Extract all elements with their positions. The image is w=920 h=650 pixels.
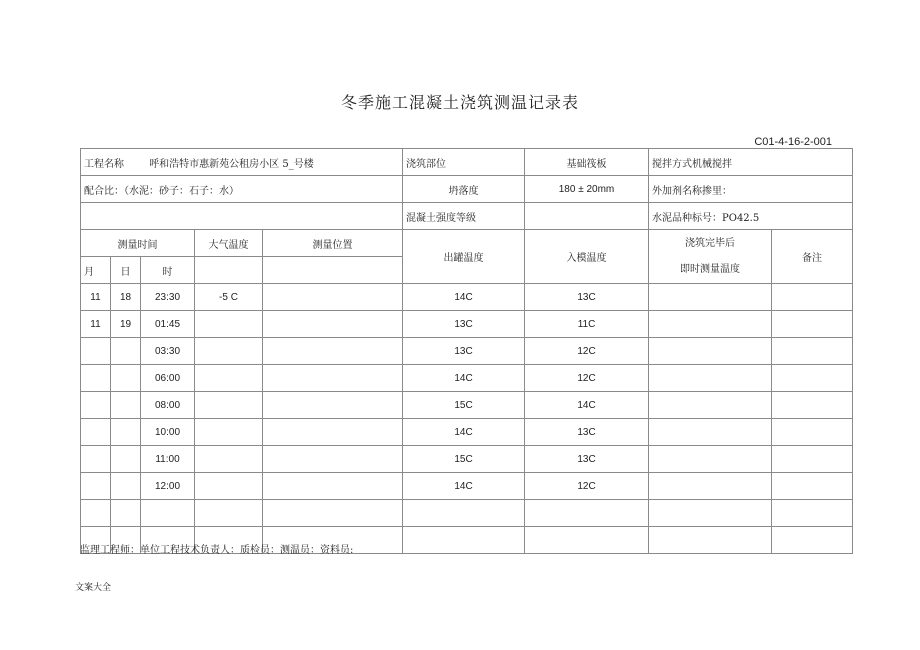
mold-temp-header: 入模温度 xyxy=(525,230,649,284)
after-pour-cell xyxy=(649,500,772,527)
position-cell xyxy=(263,311,403,338)
remarks-cell xyxy=(772,338,853,365)
mold-temp-cell: 13C xyxy=(525,419,649,446)
table-row xyxy=(81,365,853,392)
day-cell xyxy=(111,338,141,365)
time-cell: 11:00 xyxy=(141,446,195,473)
air-temp-cell xyxy=(195,311,263,338)
time-cell: 23:30 xyxy=(141,284,195,311)
position-cell xyxy=(263,365,403,392)
document-code: C01-4-16-2-001 xyxy=(754,136,832,148)
after-pour-cell xyxy=(649,311,772,338)
out-temp-cell: 14C xyxy=(403,473,525,500)
month-cell xyxy=(81,419,111,446)
remarks-cell xyxy=(772,392,853,419)
time-cell: 03:30 xyxy=(141,338,195,365)
strength-value xyxy=(525,203,649,230)
measure-time-header: 测量时间 xyxy=(81,230,195,257)
out-temp-cell xyxy=(403,500,525,527)
temperature-record-table xyxy=(80,148,853,554)
out-temp-cell: 14C xyxy=(403,365,525,392)
after-pour-cell xyxy=(649,446,772,473)
table-row xyxy=(81,473,853,500)
remarks-cell xyxy=(772,473,853,500)
position-cell xyxy=(263,419,403,446)
day-cell xyxy=(111,392,141,419)
air-temp-cell xyxy=(195,392,263,419)
cement-grade: 水泥品种标号：PO42.5 xyxy=(649,203,853,230)
out-temp-cell: 14C xyxy=(403,284,525,311)
after-pour-cell xyxy=(649,473,772,500)
air-temp-cell xyxy=(195,338,263,365)
pour-part-value: 基础筏板 xyxy=(525,149,649,176)
remarks-cell xyxy=(772,527,853,554)
time-cell: 10:00 xyxy=(141,419,195,446)
after-pour-header-line2: 即时测量温度 xyxy=(680,263,741,275)
after-pour-cell xyxy=(649,419,772,446)
footer-text: 文案大全 xyxy=(75,583,112,593)
slump-label: 坍落度 xyxy=(403,176,525,203)
out-temp-cell: 15C xyxy=(403,446,525,473)
day-cell xyxy=(111,473,141,500)
day-cell: 19 xyxy=(111,311,141,338)
position-cell xyxy=(263,473,403,500)
remarks-cell xyxy=(772,446,853,473)
mold-temp-cell: 14C xyxy=(525,392,649,419)
mold-temp-cell: 12C xyxy=(525,473,649,500)
air-temp-sub-blank xyxy=(195,257,263,284)
document-title: 冬季施工混凝土浇筑测温记录表 xyxy=(340,93,579,112)
month-cell: 11 xyxy=(81,284,111,311)
time-cell: 08:00 xyxy=(141,392,195,419)
after-pour-header-line1: 浇筑完毕后 xyxy=(685,237,736,249)
air-temp-cell xyxy=(195,365,263,392)
out-temp-cell: 13C xyxy=(403,311,525,338)
position-cell xyxy=(263,446,403,473)
table-row xyxy=(81,338,853,365)
month-cell xyxy=(81,500,111,527)
position-cell xyxy=(263,338,403,365)
day-cell: 18 xyxy=(111,284,141,311)
hour-header: 时 xyxy=(141,257,195,284)
mold-temp-cell: 12C xyxy=(525,365,649,392)
out-temp-cell: 15C xyxy=(403,392,525,419)
table-row xyxy=(81,284,853,311)
month-cell xyxy=(81,473,111,500)
mold-temp-cell xyxy=(525,527,649,554)
time-cell xyxy=(141,500,195,527)
air-temp-cell: -5 C xyxy=(195,284,263,311)
month-cell xyxy=(81,392,111,419)
month-header: 月 xyxy=(81,257,111,284)
remarks-header: 备注 xyxy=(772,230,853,284)
project-name-cell xyxy=(81,149,403,176)
day-cell xyxy=(111,446,141,473)
project-name-label: 工程名称 xyxy=(84,158,124,170)
slump-value: 180 ± 20mm xyxy=(525,176,649,203)
mold-temp-cell: 11C xyxy=(525,311,649,338)
after-pour-cell xyxy=(649,284,772,311)
table-row xyxy=(81,419,853,446)
month-cell xyxy=(81,338,111,365)
table-row xyxy=(81,446,853,473)
out-temp-cell: 14C xyxy=(403,419,525,446)
air-temp-cell xyxy=(195,446,263,473)
time-cell: 12:00 xyxy=(141,473,195,500)
month-cell xyxy=(81,365,111,392)
table-row xyxy=(81,392,853,419)
time-cell: 01:45 xyxy=(141,311,195,338)
after-pour-cell xyxy=(649,527,772,554)
air-temp-cell xyxy=(195,500,263,527)
table-row xyxy=(81,311,853,338)
day-cell xyxy=(111,419,141,446)
mix-ratio: 配合比：（水泥：砂子：石子：水） xyxy=(81,176,403,203)
strength-label: 混凝土强度等级 xyxy=(403,203,525,230)
day-cell xyxy=(111,365,141,392)
position-cell xyxy=(263,284,403,311)
air-temp-header: 大气温度 xyxy=(195,230,263,257)
day-header: 日 xyxy=(111,257,141,284)
position-sub-blank xyxy=(263,257,403,284)
after-pour-cell xyxy=(649,338,772,365)
air-temp-cell xyxy=(195,419,263,446)
mold-temp-cell: 12C xyxy=(525,338,649,365)
remarks-cell xyxy=(772,419,853,446)
position-cell xyxy=(263,392,403,419)
month-cell xyxy=(81,446,111,473)
remarks-cell xyxy=(772,365,853,392)
air-temp-cell xyxy=(195,473,263,500)
after-pour-temp-header xyxy=(649,230,772,284)
after-pour-cell xyxy=(649,365,772,392)
table-row xyxy=(81,500,853,527)
admixture: 外加剂名称掺里： xyxy=(649,176,853,203)
mold-temp-cell: 13C xyxy=(525,446,649,473)
remarks-cell xyxy=(772,500,853,527)
time-cell: 06:00 xyxy=(141,365,195,392)
remarks-cell xyxy=(772,284,853,311)
pour-part-label: 浇筑部位 xyxy=(403,149,525,176)
measure-position-header: 测量位置 xyxy=(263,230,403,257)
mold-temp-cell xyxy=(525,500,649,527)
out-temp-header: 出罐温度 xyxy=(403,230,525,284)
after-pour-cell xyxy=(649,392,772,419)
project-name-value: 呼和浩特市惠新苑公租房小区 5_号楼 xyxy=(149,158,314,170)
month-cell: 11 xyxy=(81,311,111,338)
out-temp-cell xyxy=(403,527,525,554)
mold-temp-cell: 13C xyxy=(525,284,649,311)
day-cell xyxy=(111,500,141,527)
signature-line: 监理工程师：单位工程技术负责人：质检员：测温员：资料员: xyxy=(80,545,354,556)
out-temp-cell: 13C xyxy=(403,338,525,365)
blank-cell xyxy=(81,203,403,230)
remarks-cell xyxy=(772,311,853,338)
mixing-method: 搅拌方式机械搅拌 xyxy=(649,149,853,176)
position-cell xyxy=(263,500,403,527)
